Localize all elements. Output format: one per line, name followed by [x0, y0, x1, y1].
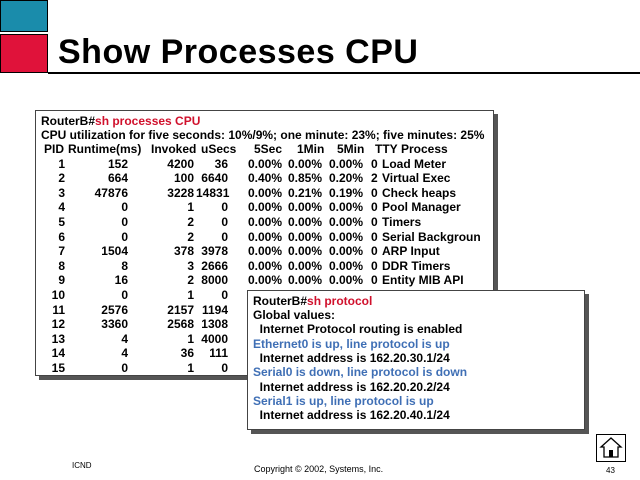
table-cell: Entity MIB API — [382, 273, 464, 288]
table-cell: 0 — [371, 244, 378, 259]
table-cell: 664 — [107, 171, 128, 186]
table-cell: 0 — [121, 200, 128, 215]
table-cell: 4 — [121, 331, 128, 346]
table-cell: 4000 — [201, 331, 228, 346]
table-cell: 0 — [221, 200, 228, 215]
table-cell: 0.00% — [247, 185, 282, 200]
table-cell: 1 — [187, 331, 194, 346]
table-cell: 3 — [187, 258, 194, 273]
table-cell: 2 — [58, 171, 65, 186]
table-cell: 36 — [180, 346, 194, 361]
table-cell: 2157 — [167, 302, 194, 317]
table-cell: 0 — [221, 361, 228, 375]
protocol-line: Serial1 is up, line protocol is up — [253, 393, 434, 408]
table-cell: 4200 — [167, 156, 194, 171]
table-cell: 4 — [121, 346, 128, 361]
table-cell: 36 — [214, 156, 228, 171]
table-cell: 0.00% — [328, 200, 363, 215]
table-cell: 2 — [187, 215, 194, 229]
table-cell: 8000 — [201, 273, 228, 288]
table-cell: 0 — [371, 185, 378, 200]
table-cell: 0.00% — [328, 215, 363, 229]
table-cell: 0.19% — [328, 185, 363, 200]
table-cell: 111 — [209, 346, 228, 361]
table-cell: 1 — [58, 156, 65, 171]
protocol-line: Global values: — [253, 308, 336, 322]
header-divider — [48, 72, 640, 74]
table-cell: 8 — [58, 258, 65, 273]
table-cell: 14 — [51, 346, 65, 361]
table-cell: Check heaps — [382, 185, 457, 200]
table-cell: 0 — [121, 215, 128, 229]
table-cell: 4 — [58, 200, 65, 215]
table-header-invoked: Invoked — [151, 142, 197, 156]
table-cell: Serial Backgroun — [382, 229, 481, 244]
table-cell: 3 — [58, 185, 65, 200]
protocol-command: sh protocol — [307, 294, 373, 308]
table-cell: 0.00% — [247, 258, 282, 273]
protocol-line: Internet address is 162.20.40.1/24 — [253, 408, 450, 423]
table-cell: 0 — [371, 215, 378, 229]
table-cell: 2576 — [101, 302, 128, 317]
table-cell: 1194 — [201, 302, 228, 317]
table-header-process: Process — [401, 142, 448, 156]
protocol-line: Internet address is 162.20.30.1/24 — [253, 350, 450, 365]
table-cell: 1 — [187, 288, 194, 302]
table-cell: 0.00% — [287, 273, 322, 288]
table-header-pid: PID — [44, 142, 65, 156]
table-cell: 0.21% — [287, 185, 322, 200]
table-cell: 0.00% — [287, 200, 322, 215]
protocol-line: Ethernet0 is up, line protocol is up — [253, 336, 450, 351]
table-cell: 13 — [51, 331, 65, 346]
table-cell: 0.00% — [328, 156, 363, 171]
table-header-runtime-ms: Runtime(ms) — [68, 142, 142, 156]
table-header-5min: 5Min — [337, 142, 365, 156]
home-icon[interactable] — [596, 434, 626, 462]
table-cell: 0.85% — [287, 171, 322, 186]
slide-title: Show Processes CPU — [58, 33, 419, 71]
console-prompt: RouterB# — [41, 114, 96, 128]
table-header-5sec: 5Sec — [254, 142, 283, 156]
table-cell: DDR Timers — [382, 258, 451, 273]
table-cell: 0 — [371, 273, 378, 288]
home-icon-graphic — [597, 435, 625, 461]
table-cell: 0.00% — [328, 229, 363, 244]
table-cell: 0 — [371, 200, 378, 215]
table-cell: 0 — [221, 215, 228, 229]
table-cell: 47876 — [94, 185, 128, 200]
table-cell: 14831 — [196, 185, 230, 200]
table-cell: ARP Input — [382, 244, 440, 259]
table-cell: 378 — [173, 244, 194, 259]
table-cell: 0 — [371, 258, 378, 273]
table-cell: 1 — [187, 361, 194, 375]
table-cell: Timers — [382, 215, 422, 229]
table-cell: 5 — [58, 215, 65, 229]
table-cell: 15 — [51, 361, 65, 375]
table-cell: 1 — [187, 200, 194, 215]
table-cell: 6 — [58, 229, 65, 244]
table-cell: 0.00% — [247, 156, 282, 171]
table-cell: 3360 — [101, 317, 128, 332]
footer-course-label: ICND — [72, 461, 92, 470]
table-cell: 12 — [51, 317, 65, 332]
table-header-1min: 1Min — [297, 142, 325, 156]
table-cell: 0 — [221, 288, 228, 302]
table-cell: 0 — [121, 229, 128, 244]
table-cell: 0.20% — [328, 171, 363, 186]
table-cell: 0.00% — [247, 229, 282, 244]
table-cell: 6640 — [201, 171, 228, 186]
table-cell: 0.00% — [287, 258, 322, 273]
table-cell: 152 — [107, 156, 128, 171]
table-cell: 8 — [121, 258, 128, 273]
show-protocol-box — [247, 290, 585, 430]
table-cell: 2666 — [201, 258, 228, 273]
page-number: 43 — [606, 466, 615, 475]
table-cell: 11 — [52, 302, 65, 317]
protocol-prompt: RouterB# — [253, 294, 308, 308]
table-cell: 0.00% — [287, 244, 322, 259]
table-cell: Pool Manager — [382, 200, 461, 215]
table-cell: 2 — [187, 273, 194, 288]
table-header-usecs: uSecs — [201, 142, 237, 156]
table-cell: 3228 — [167, 185, 194, 200]
table-cell: 0 — [221, 229, 228, 244]
table-cell: 0.00% — [328, 258, 363, 273]
table-cell: 3978 — [201, 244, 228, 259]
table-cell: 9 — [58, 273, 65, 288]
console-command: sh processes CPU — [95, 114, 201, 128]
table-cell: 0 — [121, 361, 128, 375]
table-cell: 0 — [121, 288, 128, 302]
header-red-square — [0, 34, 48, 73]
table-cell: 10 — [51, 288, 65, 302]
table-cell: 0.00% — [328, 244, 363, 259]
table-cell: 0 — [371, 156, 378, 171]
table-cell: Virtual Exec — [382, 171, 451, 186]
protocol-command-line — [253, 294, 372, 308]
table-cell: 1504 — [101, 244, 128, 259]
table-cell: 1308 — [201, 317, 228, 332]
table-header-tty: TTY — [375, 142, 398, 156]
table-cell: 0.00% — [247, 244, 282, 259]
header-teal-square — [0, 0, 48, 32]
cpu-utilization-line: CPU utilization for five seconds: 10%/9%; one minute: 23%; five minutes: 25% — [41, 128, 485, 142]
table-cell: 0.00% — [247, 200, 282, 215]
table-cell: 0.00% — [287, 215, 322, 229]
table-cell: 0.00% — [328, 273, 363, 288]
table-cell: 16 — [114, 273, 128, 288]
console-command-line — [41, 114, 200, 128]
table-cell: 0.00% — [247, 273, 282, 288]
footer-copyright: Copyright © 2002, Systems, Inc. — [254, 464, 384, 474]
table-cell: 2 — [187, 229, 194, 244]
table-cell: Load Meter — [382, 156, 447, 171]
table-cell: 7 — [58, 244, 65, 259]
table-cell: 0.00% — [287, 156, 322, 171]
table-cell: 2568 — [167, 317, 194, 332]
table-cell: 0.00% — [247, 215, 282, 229]
table-cell: 0 — [371, 229, 378, 244]
protocol-line: Internet Protocol routing is enabled — [253, 322, 463, 337]
table-cell: 2 — [371, 171, 378, 186]
protocol-line: Serial0 is down, line protocol is down — [253, 365, 468, 380]
table-cell: 0.00% — [287, 229, 322, 244]
table-cell: 100 — [173, 171, 194, 186]
table-cell: 0.40% — [247, 171, 282, 186]
protocol-line: Internet address is 162.20.20.2/24 — [253, 379, 450, 394]
